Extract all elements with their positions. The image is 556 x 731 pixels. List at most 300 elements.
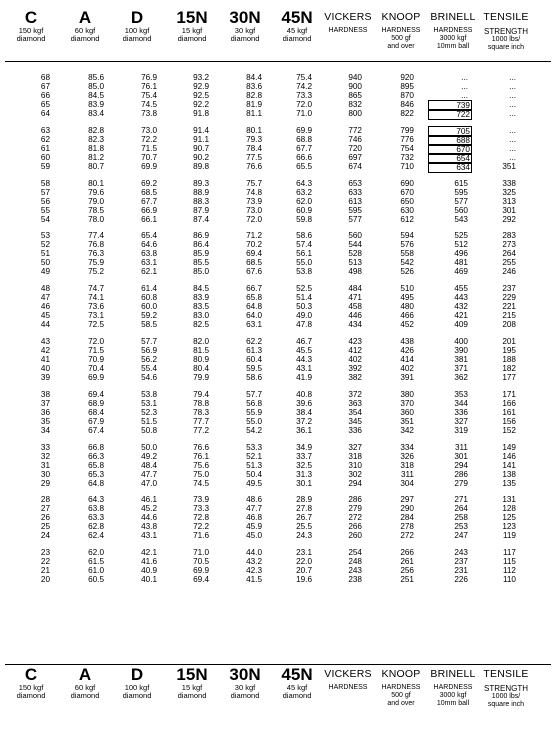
table-cell: 613 — [348, 196, 362, 206]
table-cell: ... — [509, 134, 516, 144]
knoop-title: KNOOP — [381, 11, 421, 23]
table-cell: 73.0 — [246, 205, 262, 215]
table-cell: 338 — [502, 178, 516, 188]
table-cell: 82.8 — [88, 125, 104, 135]
scale-name: 30N — [229, 665, 261, 684]
table-cell: 68.9 — [88, 398, 104, 408]
header-col-30n — [222, 665, 268, 700]
table-cell: 89.3 — [193, 178, 209, 188]
table-cell: 72.0 — [88, 336, 104, 346]
table-cell: 248 — [348, 557, 362, 567]
table-row — [0, 522, 556, 531]
table-cell: 19.6 — [296, 575, 312, 585]
table-cell: 79.4 — [193, 389, 209, 399]
table-cell: 69.4 — [246, 249, 262, 259]
table-cell: 156 — [502, 416, 516, 426]
table-cell: 21 — [40, 566, 50, 576]
table-cell: 286 — [454, 469, 468, 479]
table-cell: 362 — [454, 372, 468, 382]
table-row — [0, 311, 556, 320]
table-cell: 49.0 — [296, 311, 312, 321]
table-cell: 27 — [40, 504, 50, 514]
table-cell: 182 — [502, 363, 516, 373]
table-cell: 30 — [40, 469, 50, 479]
table-cell: 72.8 — [193, 513, 209, 523]
tensile-title: TENSILE — [483, 11, 529, 23]
table-cell: 88.9 — [193, 187, 209, 197]
table-cell: 49.2 — [141, 451, 157, 461]
table-cell: 75.4 — [141, 91, 157, 100]
hardness-table-body — [0, 73, 556, 592]
table-cell: 595 — [348, 205, 362, 215]
table-cell: 39.6 — [296, 398, 312, 408]
table-cell: 525 — [454, 231, 468, 241]
table-cell: 88.3 — [193, 196, 209, 206]
table-cell: 688 — [428, 135, 472, 146]
table-cell: 73.3 — [193, 504, 209, 514]
scale-indenter: diamond — [16, 691, 46, 700]
table-row — [0, 73, 556, 82]
table-cell: 44.3 — [296, 354, 312, 364]
table-cell: 253 — [454, 522, 468, 532]
table-cell: 81.2 — [88, 152, 104, 162]
table-cell: 71.0 — [296, 109, 312, 118]
table-cell: 266 — [400, 548, 414, 558]
table-cell: ... — [509, 143, 516, 153]
table-cell: 78.8 — [193, 398, 209, 408]
table-cell: 123 — [502, 522, 516, 532]
table-cell: 382 — [348, 372, 362, 382]
table-cell: 380 — [400, 389, 414, 399]
knoop-subtitle: HARDNESS — [381, 27, 421, 34]
table-cell: 446 — [348, 311, 362, 321]
table-cell: 60.0 — [141, 302, 157, 312]
table-cell: 544 — [348, 240, 362, 250]
table-cell: 670 — [428, 144, 472, 155]
row-group — [0, 179, 556, 224]
scale-indenter: diamond — [177, 691, 207, 700]
table-cell: 255 — [502, 258, 516, 268]
table-cell: 69.9 — [296, 125, 312, 135]
table-cell: 46.1 — [141, 495, 157, 505]
table-cell: 56.9 — [141, 345, 157, 355]
header-col-knoop — [375, 665, 427, 708]
tensile-subtitle: STRENGTH — [484, 27, 528, 36]
table-cell: 710 — [400, 161, 414, 171]
table-cell: 76.1 — [193, 451, 209, 461]
header-col-c — [10, 8, 52, 43]
table-cell: 71.5 — [141, 143, 157, 153]
table-cell: 58 — [40, 178, 50, 188]
table-cell: 83.9 — [88, 100, 104, 109]
scale-load: 30 kgf — [234, 26, 256, 35]
table-cell: 381 — [454, 354, 468, 364]
table-cell: 279 — [348, 504, 362, 514]
table-cell: 326 — [400, 451, 414, 461]
table-cell: 171 — [502, 389, 516, 399]
table-cell: 56.8 — [246, 398, 262, 408]
table-cell: 85.9 — [193, 249, 209, 259]
scale-name: 15N — [176, 665, 208, 684]
scale-load: 150 kgf — [18, 683, 44, 692]
table-cell: 68.8 — [296, 134, 312, 144]
table-cell: 79.3 — [246, 134, 262, 144]
table-cell: 53.8 — [141, 389, 157, 399]
table-cell: 41.9 — [296, 372, 312, 382]
table-cell: 64.3 — [88, 495, 104, 505]
row-group — [0, 284, 556, 329]
table-cell: 528 — [348, 249, 362, 259]
table-cell: 28 — [40, 495, 50, 505]
table-cell: 421 — [454, 311, 468, 321]
table-cell: 67.7 — [141, 196, 157, 206]
table-cell: 54.2 — [246, 425, 262, 435]
table-cell: 74.5 — [141, 100, 157, 109]
table-cell: 65.4 — [141, 231, 157, 241]
header-col-30n — [222, 8, 268, 43]
table-row — [0, 82, 556, 91]
table-cell: 61.3 — [246, 345, 262, 355]
table-cell: 71.0 — [193, 548, 209, 558]
table-cell: 65 — [40, 100, 50, 109]
table-cell: 28.9 — [296, 495, 312, 505]
table-cell: 77.5 — [246, 152, 262, 162]
table-cell: 799 — [400, 125, 414, 135]
table-row — [0, 188, 556, 197]
table-cell: 64.3 — [296, 178, 312, 188]
table-cell: 498 — [348, 267, 362, 277]
table-cell: 480 — [400, 302, 414, 312]
table-cell: 273 — [502, 240, 516, 250]
table-cell: 334 — [400, 442, 414, 452]
table-row — [0, 293, 556, 302]
table-cell: ... — [461, 82, 468, 91]
scale-load: 60 kgf — [74, 683, 96, 692]
table-cell: 51.3 — [246, 460, 262, 470]
table-cell: 22.0 — [296, 557, 312, 567]
table-cell: 73.6 — [88, 302, 104, 312]
table-cell: 577 — [348, 214, 362, 224]
table-cell: ... — [509, 109, 516, 118]
table-cell: ... — [509, 152, 516, 162]
table-cell: 251 — [400, 575, 414, 585]
table-row — [0, 153, 556, 162]
table-cell: 363 — [348, 398, 362, 408]
table-cell: 66.9 — [141, 205, 157, 215]
brinell-detail-2: 10mm ball — [436, 43, 470, 50]
table-cell: 61.5 — [88, 557, 104, 567]
table-cell: 161 — [502, 407, 516, 417]
table-cell: 466 — [400, 311, 414, 321]
table-cell: 353 — [454, 389, 468, 399]
table-row — [0, 504, 556, 513]
header-col-vickers — [322, 665, 374, 692]
table-cell: 229 — [502, 293, 516, 303]
table-cell: 135 — [502, 478, 516, 488]
table-cell: 32 — [40, 451, 50, 461]
table-cell: 53.3 — [246, 442, 262, 452]
table-cell: 22 — [40, 557, 50, 567]
table-cell: 243 — [348, 566, 362, 576]
header-col-knoop — [375, 8, 427, 51]
scale-load: 100 kgf — [124, 683, 150, 692]
table-cell: 391 — [400, 372, 414, 382]
table-cell: 266 — [348, 522, 362, 532]
table-cell: 634 — [428, 162, 472, 173]
table-cell: 92.5 — [193, 91, 209, 100]
table-cell: 284 — [400, 513, 414, 523]
table-cell: 92.9 — [193, 82, 209, 91]
table-cell: 61 — [40, 143, 50, 153]
table-cell: 50 — [40, 258, 50, 268]
table-cell: 345 — [348, 416, 362, 426]
table-row — [0, 479, 556, 488]
table-cell: 43.2 — [246, 557, 262, 567]
table-cell: 51.5 — [141, 416, 157, 426]
table-cell: 495 — [400, 293, 414, 303]
table-cell: 294 — [454, 460, 468, 470]
table-cell: 76.9 — [141, 73, 157, 82]
table-cell: 290 — [400, 504, 414, 514]
scale-load: 45 kgf — [286, 683, 308, 692]
table-cell: 243 — [454, 548, 468, 558]
table-cell: 37.2 — [296, 416, 312, 426]
table-cell: 674 — [348, 161, 362, 171]
table-cell: 512 — [454, 240, 468, 250]
table-cell: 60.4 — [246, 354, 262, 364]
table-cell: 77.7 — [193, 416, 209, 426]
table-cell: 67.9 — [88, 416, 104, 426]
table-row — [0, 231, 556, 240]
table-cell: 272 — [400, 531, 414, 541]
table-cell: 38.4 — [296, 407, 312, 417]
table-cell: 83.9 — [193, 293, 209, 303]
tensile-subtitle: STRENGTH — [484, 684, 528, 693]
table-row — [0, 452, 556, 461]
brinell-detail: 3000 kgf — [439, 35, 467, 42]
header-col-15n — [169, 8, 215, 43]
table-row — [0, 249, 556, 258]
table-cell: 70.2 — [246, 240, 262, 250]
table-cell: 67.4 — [88, 425, 104, 435]
table-cell: 69.9 — [88, 372, 104, 382]
table-cell: 63.1 — [246, 320, 262, 330]
scale-name: 45N — [281, 8, 313, 27]
table-row — [0, 302, 556, 311]
table-row — [0, 557, 556, 566]
table-cell: 302 — [348, 469, 362, 479]
table-cell: 93.2 — [193, 73, 209, 82]
table-row — [0, 513, 556, 522]
header-col-d — [114, 665, 160, 700]
table-row — [0, 337, 556, 346]
scale-name: A — [78, 665, 92, 684]
table-cell: 43.8 — [141, 522, 157, 532]
knoop-detail-2: and over — [387, 43, 415, 50]
table-cell: 84.5 — [88, 91, 104, 100]
table-cell: 870 — [400, 91, 414, 100]
table-cell: 526 — [400, 267, 414, 277]
table-cell: 543 — [454, 214, 468, 224]
row-group — [0, 231, 556, 276]
table-cell: 44.0 — [246, 548, 262, 558]
table-cell: 327 — [454, 416, 468, 426]
table-cell: 670 — [400, 187, 414, 197]
table-cell: 26 — [40, 513, 50, 523]
table-cell: 44.6 — [141, 513, 157, 523]
table-cell: 900 — [348, 82, 362, 91]
table-cell: 73.8 — [141, 109, 157, 118]
table-cell: 78.5 — [88, 205, 104, 215]
table-cell: 37 — [40, 398, 50, 408]
scale-load: 15 kgf — [181, 26, 203, 35]
scale-load: 30 kgf — [234, 683, 256, 692]
table-row — [0, 364, 556, 373]
table-cell: 52 — [40, 240, 50, 250]
table-cell: 426 — [400, 345, 414, 355]
table-cell: 76.3 — [88, 249, 104, 259]
tensile-detail: 1000 lbs/ — [491, 36, 521, 43]
table-cell: 76.8 — [88, 240, 104, 250]
table-cell: 64 — [40, 109, 50, 118]
table-cell: 560 — [454, 205, 468, 215]
scale-load: 15 kgf — [181, 683, 203, 692]
header-col-brinell — [428, 8, 478, 51]
brinell-detail: 3000 kgf — [439, 692, 467, 699]
table-cell: 45 — [40, 311, 50, 321]
table-cell: 57.4 — [296, 240, 312, 250]
table-header — [0, 8, 556, 56]
table-cell: 60.8 — [141, 293, 157, 303]
table-cell: 50.0 — [141, 442, 157, 452]
row-group — [0, 73, 556, 118]
table-cell: 60.5 — [88, 575, 104, 585]
table-cell: 26.7 — [296, 513, 312, 523]
table-cell: 20.7 — [296, 566, 312, 576]
table-row — [0, 320, 556, 329]
vickers-title: VICKERS — [324, 11, 372, 23]
table-cell: 412 — [348, 345, 362, 355]
table-cell: 63.1 — [141, 258, 157, 268]
table-row — [0, 346, 556, 355]
table-cell: 40 — [40, 363, 50, 373]
table-cell: 301 — [502, 205, 516, 215]
table-cell: 63.8 — [88, 504, 104, 514]
row-group — [0, 548, 556, 584]
table-cell: 313 — [502, 196, 516, 206]
table-cell: 80.4 — [193, 363, 209, 373]
table-cell: 52.5 — [296, 284, 312, 294]
table-cell: 86.4 — [193, 240, 209, 250]
table-cell: 283 — [502, 231, 516, 241]
table-cell: 231 — [454, 566, 468, 576]
table-cell: 577 — [454, 196, 468, 206]
table-footer-header — [0, 665, 556, 713]
header-col-c — [10, 665, 52, 700]
table-cell: 188 — [502, 354, 516, 364]
table-cell: 62 — [40, 134, 50, 144]
table-cell: 23 — [40, 548, 50, 558]
table-cell: 50.8 — [141, 425, 157, 435]
knoop-subtitle: HARDNESS — [381, 684, 421, 691]
header-divider — [5, 61, 551, 62]
table-cell: 754 — [400, 143, 414, 153]
table-cell: 177 — [502, 372, 516, 382]
table-cell: 78.0 — [88, 214, 104, 224]
table-cell: 67.7 — [296, 143, 312, 153]
table-cell: 846 — [400, 100, 414, 109]
table-cell: 62.1 — [141, 267, 157, 277]
table-cell: 53.1 — [141, 398, 157, 408]
table-cell: 53 — [40, 231, 50, 241]
header-col-vickers — [322, 8, 374, 35]
table-cell: 66.1 — [141, 214, 157, 224]
table-cell: 83.6 — [246, 82, 262, 91]
header-col-45n — [274, 665, 320, 700]
table-cell: 50.4 — [246, 469, 262, 479]
table-cell: 360 — [400, 407, 414, 417]
table-cell: 80.1 — [88, 178, 104, 188]
table-cell: 76.6 — [193, 442, 209, 452]
table-cell: 392 — [348, 363, 362, 373]
table-cell: 85.5 — [193, 258, 209, 268]
table-cell: 55 — [40, 205, 50, 215]
table-cell: 55.0 — [296, 258, 312, 268]
table-cell: 271 — [454, 495, 468, 505]
table-cell: 256 — [400, 566, 414, 576]
tensile-detail-2: square inch — [487, 701, 525, 708]
table-cell: 278 — [400, 522, 414, 532]
table-cell: 301 — [454, 451, 468, 461]
table-cell: 69.4 — [193, 575, 209, 585]
table-cell: 33.7 — [296, 451, 312, 461]
brinell-detail-2: 10mm ball — [436, 700, 470, 707]
table-cell: 371 — [454, 363, 468, 373]
table-cell: 40.1 — [141, 575, 157, 585]
table-cell: 261 — [400, 557, 414, 567]
table-cell: 42.1 — [141, 548, 157, 558]
table-cell: 542 — [400, 258, 414, 268]
table-cell: 83.5 — [193, 302, 209, 312]
table-cell: ... — [509, 100, 516, 109]
table-cell: 286 — [348, 495, 362, 505]
table-cell: 41.5 — [246, 575, 262, 585]
table-cell: 237 — [454, 557, 468, 567]
table-cell: 772 — [348, 125, 362, 135]
table-cell: 57.7 — [246, 389, 262, 399]
table-cell: 64.0 — [246, 311, 262, 321]
table-cell: ... — [461, 91, 468, 100]
table-cell: 146 — [502, 451, 516, 461]
table-row — [0, 267, 556, 276]
scale-indenter: diamond — [122, 691, 152, 700]
table-cell: 776 — [400, 134, 414, 144]
table-cell: 304 — [400, 478, 414, 488]
scale-indenter: diamond — [177, 34, 207, 43]
table-cell: 311 — [454, 442, 468, 452]
table-cell: 25.5 — [296, 522, 312, 532]
table-cell: 47.7 — [141, 469, 157, 479]
table-cell: 40.9 — [141, 566, 157, 576]
table-cell: 74.2 — [296, 82, 312, 91]
table-cell: 496 — [454, 249, 468, 259]
table-row — [0, 258, 556, 267]
table-row — [0, 179, 556, 188]
table-cell: 201 — [502, 336, 516, 346]
table-row — [0, 399, 556, 408]
table-cell: 292 — [502, 214, 516, 224]
table-cell: 72.5 — [88, 320, 104, 330]
